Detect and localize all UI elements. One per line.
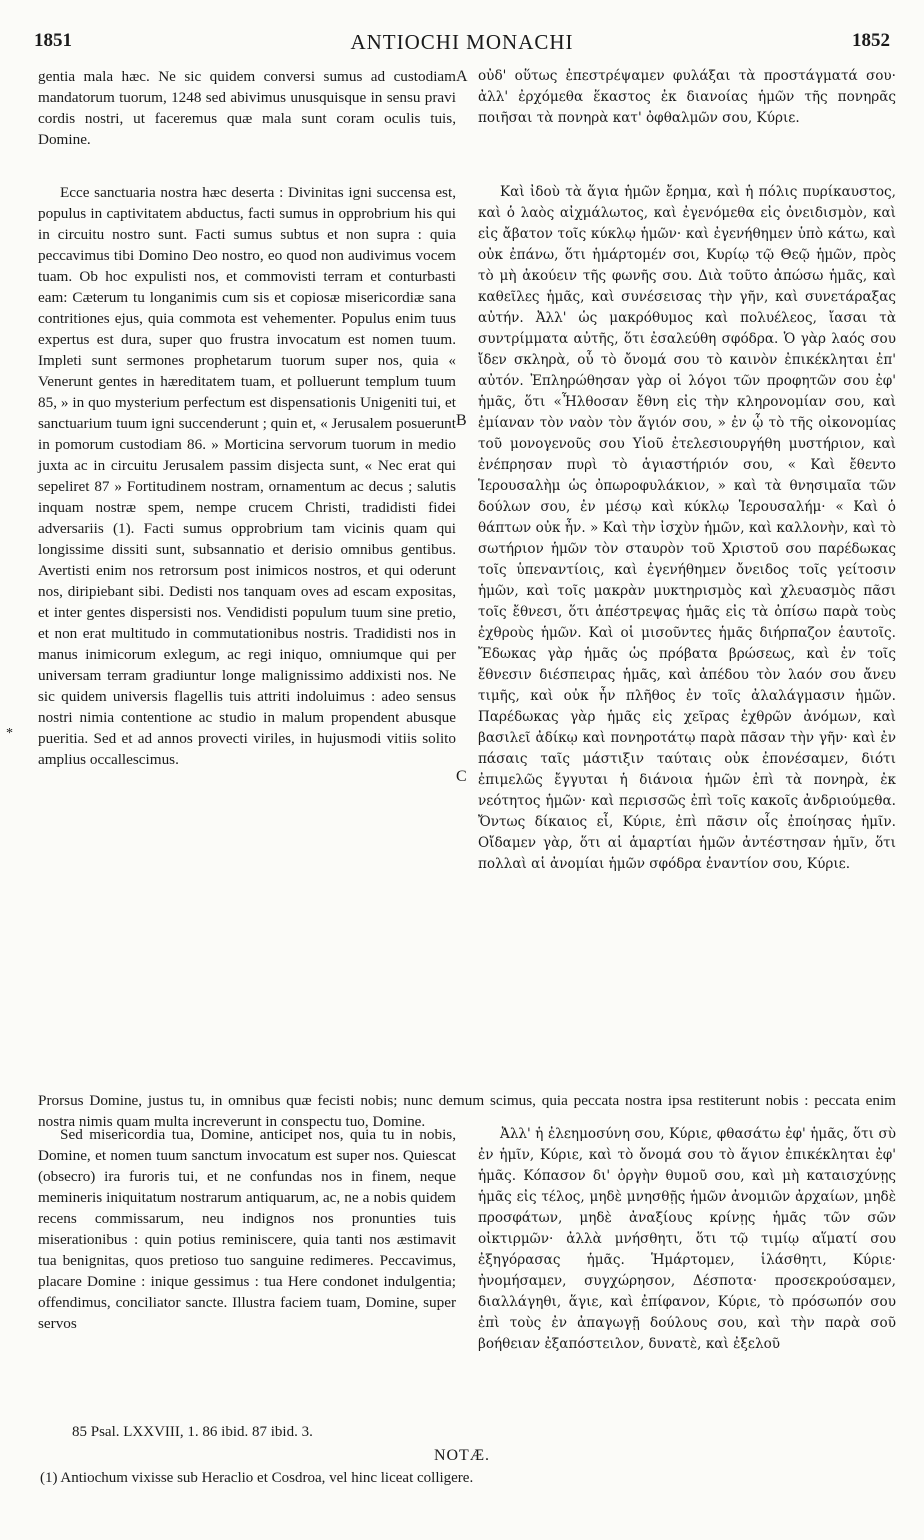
latin-column-block-b xyxy=(38,182,456,1092)
greek-paragraph-1: οὐδ' οὕτως ἐπεστρέψαμεν φυλάξαι τὰ προστάγματά σου· ἀλλ' ἐρχόμεθα ἕκαστος ἐκ διανοίας ἡμῶν τῆς πονηρᾶς ποιῆσαι τὰ πονηρὰ κατ' ὀφθαλμῶν σου, Κύριε. xyxy=(478,68,896,126)
greek-column-block-a xyxy=(478,66,896,178)
section-marker-a: A xyxy=(456,68,468,85)
greek-paragraph-2: Καὶ ἰδοὺ τὰ ἅγια ἡμῶν ἔρημα, καὶ ἡ πόλις πυρίκαυστος, καὶ ὁ λαὸς αἰχμάλωτος, καὶ ἐγενόμεθα εἰς ὀνειδισμὸν, καὶ εἰς ἄβατον τοῖς κύκλῳ ἡμῶν· καὶ ἐγενήθημεν ὑπὸ κάτω, καὶ οὐκ ἐπάνω, ὅτι ἡμάρτομέν σοι, Κυρίῳ τῷ Θεῷ ἡμῶν, πρὸς τὸ μὴ ἀκούειν τῆς φωνῆς σου. Διὰ τοῦτο ἀπώσω ἡμᾶς, καὶ καθεῖλες ἡμᾶς, καὶ συνέσεισας τὴν γῆν, καὶ συνετάραξας αὐτήν. Ἀλλ' ὡς μακρόθυμος καὶ πολυέλεος, ἴασαι τὰ συντρίμματα αὐτῆς, ὅτι ἐσαλεύθη σφόδρα. Ὁ γὰρ λαός σου ἴδεν σκληρὰ, οὗ τὸ ὄνομά σου τὸ καινὸν ἐπικέκληται ἐπ' αὐτόν. Ἐπληρώθησαν γὰρ οἱ λόγοι τῶν προφητῶν σου ἐφ' ἡμᾶς, ὅτι «Ἦλθοσαν ἔθνη εἰς τὴν κληρονομίαν σου, καὶ ἐμίαναν τὸν ναὸν τὸν ἅγιόν σου, » ἐν ᾧ τὸ τῆς οἰκονομίας τοῦ μονογενοῦς σου Υἱοῦ ἐτελεσιουργήθη μυστήριον, καὶ ἐνέπρησαν πυρὶ τὸ ἁγιαστήριόν σου, « Καὶ ἔθεντο Ἱερουσαλὴμ ὡς ὀπωροφυλάκιον, » καὶ τὰ θνησιμαῖα τῶν δούλων σου, ἐν μέσῳ καὶ κύκλῳ Ἱερουσαλήμ· « Καὶ ὁ θάπτων οὐκ ἦν. » Καὶ τὴν ἰσχὺν ἡμῶν, καὶ καλλονὴν, καὶ τὸ σωτήριον ἡμῶν τὸν σταυρὸν τοῦ Χριστοῦ σου παρέδωκας τοῖς ὑπεναντίοις, καὶ ἐγενήθημεν ὄνειδος τοῖς γείτοσιν ἡμῶν, καὶ τοῖς μακρὰν μυκτηρισμὸς καὶ χλευασμὸς πᾶσι τοῖς ἔθνεσι, ὅτι ἀπέστρεψας ἡμᾶς εἰς τὰ ὀπίσω παρὰ τοὺς ἐχθροὺς ἡμῶν. Καὶ οἱ μισοῦντες ἡμᾶς διήρπαζον ἑαυτοῖς. Ἔδωκας γὰρ ἡμᾶς ὡς πρόβατα βρώσεως, καὶ ἐν τοῖς ἔθνεσιν διέσπειρας ἡμᾶς, καὶ ἀπέδου τὸν λαόν σου ἄνευ τιμῆς, καὶ οὐκ ἦν πλῆθος ἐν τοῖς ἀλαλάγμασιν ἡμῶν. Παρέδωκας γὰρ ἡμᾶς εἰς χεῖρας ἐχθρῶν ἀνόμων, καὶ βασιλεῖ ἀδίκῳ καὶ πονηροτάτῳ παρὰ πᾶσαν τὴν γῆν· καὶ ἐν πάσαις ταῖς μάστιξιν ταύταις οὐκ ἐπονέσαμεν, διότι ἐπιμελῶς ἔγγυται ἡ διάνοια ἡμῶν ἐπὶ τὰ πονηρὰ, ἐκ νεότητος ἡμῶν· καὶ περισσῶς ἐπὶ τοῖς κακοῖς ἀνδριούμεθα. Ὄντως δίκαιος εἶ, Κύριε, ἐπὶ πᾶσιν οἷς ἐποίησας ἡμῖν. Οἴδαμεν γὰρ, ὅτι αἱ ἁμαρτίαι ἡμῶν ἀντέστησαν ἡμῖν, ὅτι πολλαὶ αἱ ἀνομίαι ἡμῶν σφόδρα ἐναντίον σου, Κύριε. xyxy=(478,184,896,872)
column-number-right: 1852 xyxy=(852,30,890,51)
section-marker-b: B xyxy=(456,412,467,429)
running-title: ANTIOCHI MONACHI xyxy=(350,30,574,54)
latin-paragraph-3: Sed misericordia tua, Domine, anticipet nos, quia tu in nobis, Domine, et nomen tuum sanctum invocatum est super nos. Quiescat (obsecro) ira furoris tui, et ne confundas nos in finem, neque memineris iniquitatum nostrarum antiquarum, ac, ne a nobis quidem recens commissarum, neu indignos nos pronunties tuis miserationibus : quin potius reminiscere, quia tanti nos æstimavit tua benignitas, quos pretioso tuo sanguine redimeres. Peccavimus, placare Domine : inique gessimus : tua Here condonet indulgentia; offendimus, conciliator sancte. Illustra faciem tuam, Domine, super servos xyxy=(38,1126,456,1332)
greek-paragraph-3: Ἀλλ' ἡ ἐλεημοσύνη σου, Κύριε, φθασάτω ἐφ' ἡμᾶς, ὅτι σὺ ἐν ἡμῖν, Κύριε, καὶ τὸ ὄνομά σου τὸ ἅγιον ἐπικέκληται ἐφ' ἡμᾶς. Κόπασον δι' ὀργὴν θυμοῦ σου, καὶ μὴ καταισχύνῃς ἡμᾶς εἰς τέλος, μηδὲ μνησθῇς ἡμῶν ἀνομιῶν ἀρχαίων, μηδὲ προσφάτων, μηδὲ ἀναξίους κρίνῃς ἡμᾶς τῶν σῶν οἰκτιρμῶν· ἀλλὰ μνήσθητι, ὅτι τῷ τιμίῳ αἵματί σου ἐξηγόρασας ἡμᾶς. Ἡμάρτομεν, ἱλάσθητι, Κύριε· ἠνομήσαμεν, συγχώρησον, Δέσποτα· προσεκρούσαμεν, διαλλάγηθι, ἅγιε, καὶ ἐπίφανον, Κύριε, τὸ πρόσωπόν σου ἐπὶ τοὺς ἐν ἀπαγωγῇ δούλους σου, καὶ τὴν παρὰ σοῦ βοήθειαν ἐξαπόστειλον, δυνατὲ, καὶ ἐξελοῦ xyxy=(478,1126,896,1352)
latin-paragraph-2: Ecce sanctuaria nostra hæc deserta : Divinitas igni succensa est, populus in captivitatem abductus, facti sumus in opprobrium his qui in circuitu nostro sunt. Facti sumus subtus et non supra : quia peccavimus tibi Domino Deo nostro, eo quod non audivimus vocem tuam. Ob hoc expulisti nos, et commovisti terram et conturbasti eam: Cæterum tu longanimis cum sis et copiosæ misericordiæ sana contritiones ejus, quia commota est vehementer. Populus enim tuus expertus est dura, super quo frustra invocatum est nomen tuum. Impleti sunt sermones prophetarum tuorum super nos, quia « Venerunt gentes in hæreditatem tuam, et polluerunt templum tuum 85, » in quo mysterium perfectum est dispensationis Unigeniti tui, et sanctuarium tuum igni succenderunt ; quin et, « Jerusalem posuerunt in pomorum custodiam 86. » Morticina servorum tuorum in medio juxta ac in circuitu Jerusalem passim disjecta sunt, « Nec erat qui sepeliret 87 » Fortitudinem nostram, ornamentum ac decus ; salutis inquam nostræ spem, nempe crucem Christi, tradidisti fidei adversariis (1). Facti sumus opprobrium tam vicinis quam qui longissime dissiti sunt, subsannatio et derisio omnibus gentibus. Avertisti enim nos retrorsum post inimicos nostros, et qui oderunt nos, diripiebant sibi. Dedisti nos tanquam oves ad escam expositas, et inter gentes dispersisti nos. Vendidisti populum tuum sine pretio, et non erat multitudo in commutationibus nostris. Tradidisti nos in manus inimicorum exlegum, ac regi iniquo, omniumque qui per universam terram gradiuntur longe malignissimo addixisti nos. Ne sic quidem universis flagellis tuis attriti indoluimus : adeo sensus nostri nimia contentione ac studio in malum propendent abusque pueritia. Sed et ad annos provecti viriles, in hujusmodi vitiis solito amplius occallescimus. xyxy=(38,184,456,768)
margin-star: * xyxy=(6,726,13,741)
column-number-left: 1851 xyxy=(34,30,72,51)
greek-column-block-b xyxy=(478,182,896,1092)
note-1: (1) Antiochum vixisse sub Heraclio et Cosdroa, vel hinc liceat colligere. xyxy=(40,1470,474,1486)
notes-heading: NOTÆ. xyxy=(433,1447,491,1464)
greek-column-block-c xyxy=(478,1124,896,1424)
latin-bridge-text: Prorsus Domine, justus tu, in omnibus quæ fecisti nobis; nunc demum scimus, quia peccata nostra ipsa restiterunt nobis : peccata enim nostra nimis quam multa increverunt in conspectu tuo, Domine. xyxy=(38,1092,896,1130)
page-header xyxy=(34,30,890,60)
latin-column-block-c xyxy=(38,1124,456,1424)
latin-paragraph-1: gentia mala hæc. Ne sic quidem conversi sumus ad custodiam mandatorum tuorum, 1248 sed abivimus unusquisque in sensu pravi cordis nostri, ut faceremus quæ mala sunt coram oculis tuis, Domine. xyxy=(38,68,456,148)
latin-column-block-a xyxy=(38,66,456,178)
section-marker-c: C xyxy=(456,768,467,785)
scripture-footnotes: 85 Psal. LXXVIII, 1. 86 ibid. 87 ibid. 3. xyxy=(72,1424,313,1440)
